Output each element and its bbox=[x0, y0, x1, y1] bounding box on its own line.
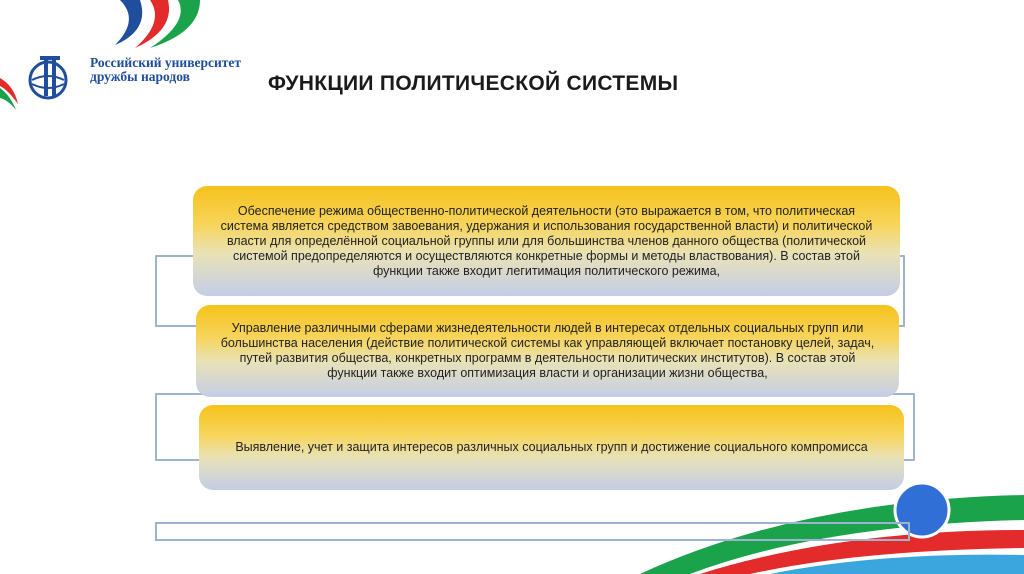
function-text-2: Управление различными сферами жизнедеятельности людей в интересах отдельных социальных групп или большинства населения (действие политической системы как управляющей включает постановку целей, задач, путей развития общества, конкретных программ в деятельности политических институтов). В состав этой функции также входит оптимизация власти и организации жизни общества, bbox=[220, 321, 875, 380]
function-card-3 bbox=[199, 405, 904, 490]
university-name bbox=[90, 56, 241, 84]
university-name-line1: Российский университет bbox=[90, 55, 242, 70]
slide-title: ФУНКЦИИ ПОЛИТИЧЕСКОЙ СИСТЕМЫ bbox=[268, 72, 679, 95]
bottom-empty-bar bbox=[155, 522, 910, 541]
top-swoosh bbox=[115, 0, 200, 48]
function-card-2 bbox=[196, 305, 899, 397]
function-text-3: Выявление, учет и защита интересов различных социальных групп и достижение социального компромисса bbox=[235, 440, 868, 454]
university-name-line2: дружбы народов bbox=[90, 69, 190, 84]
function-card-1 bbox=[193, 186, 900, 296]
university-logo-icon bbox=[22, 50, 82, 102]
function-text-1: Обеспечение режима общественно-политической деятельности (это выражается в том, что политическая система является средством завоевания, удержания и использования государственной власти) и политической власти для определённой социальной группы или для большинства членов данного общества (политической системой предопределяются и осуществляются конкретные формы и методы властвования). В состав этой функции также входит легитимация политического режима, bbox=[220, 203, 873, 278]
left-swoosh bbox=[0, 78, 18, 110]
